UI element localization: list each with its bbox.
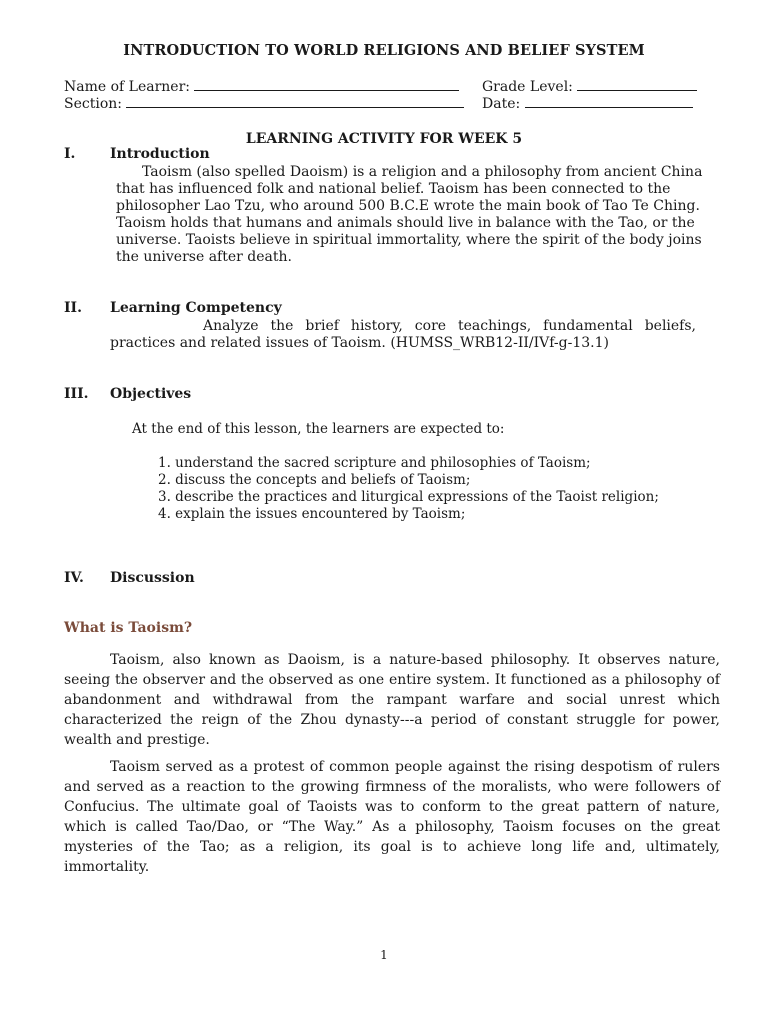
grade-field bbox=[482, 78, 697, 95]
grade-label: Grade Level: bbox=[482, 79, 573, 95]
section-number-intro: I. bbox=[64, 146, 76, 162]
section-title-competency: Learning Competency bbox=[110, 300, 282, 316]
discussion-paragraph: Taoism served as a protest of common people against the rising despotism of rulers and served as a reaction to the growing firmness of the moralists, who were followers of Confucius. The ultimate goal of Taoists was to conform to the great pattern of nature, which is called Tao/Dao, or “The Way.” As a philosophy, Taoism focuses on the great mysteries of the Tao; as a religion, its goal is to achieve long life and, ultimately, immortality. bbox=[64, 759, 720, 875]
objective-item: 3. describe the practices and liturgical expressions of the Taoist religion; bbox=[158, 489, 659, 505]
section-title-discussion: Discussion bbox=[110, 570, 195, 586]
objective-item: 2. discuss the concepts and beliefs of Taoism; bbox=[158, 472, 471, 488]
objective-item: 1. understand the sacred scripture and philosophies of Taoism; bbox=[158, 455, 591, 471]
name-field bbox=[64, 78, 459, 95]
date-label: Date: bbox=[482, 96, 521, 112]
date-field bbox=[482, 95, 693, 112]
section-title-intro: Introduction bbox=[110, 146, 210, 162]
section-line[interactable] bbox=[126, 95, 464, 108]
document-title: INTRODUCTION TO WORLD RELIGIONS AND BELIEF SYSTEM bbox=[123, 42, 645, 59]
objectives-lead: At the end of this lesson, the learners are expected to: bbox=[132, 421, 505, 437]
section-number-objectives: III. bbox=[64, 386, 89, 402]
date-line[interactable] bbox=[525, 95, 693, 108]
grade-line[interactable] bbox=[577, 78, 697, 91]
what-is-taoism-heading: What is Taoism? bbox=[64, 620, 193, 636]
competency-paragraph: Analyze the brief history, core teachings, fundamental beliefs, practices and related issues of Taoism. (HUMSS_WRB12-II/IVf-g-13.1) bbox=[110, 318, 696, 351]
intro-paragraph: Taoism (also spelled Daoism) is a religion and a philosophy from ancient China that has influenced folk and national belief. Taoism has been connected to the philosopher Lao Tzu, who around 500 B.C.E wrote the main book of Tao Te Ching. Taoism holds that humans and animals should live in balance with the Tao, or the universe. Taoists believe in spiritual immortality, where the spirit of the body joins the universe after death. bbox=[116, 164, 703, 265]
page-number: 1 bbox=[380, 948, 388, 962]
name-line[interactable] bbox=[194, 78, 459, 91]
week-title: LEARNING ACTIVITY FOR WEEK 5 bbox=[245, 131, 523, 147]
objective-item: 4. explain the issues encountered by Taoism; bbox=[158, 506, 466, 522]
section-number-discussion: IV. bbox=[64, 570, 84, 586]
section-number-competency: II. bbox=[64, 300, 82, 316]
section-label: Section: bbox=[64, 96, 122, 112]
discussion-paragraph: Taoism, also known as Daoism, is a nature-based philosophy. It observes nature, seeing the observer and the observed as one entire system. It functioned as a philosophy of abandonment and withdrawal from the rampant warfare and social unrest which characterized the reign of the Zhou dynasty---a period of constant struggle for power, wealth and prestige. bbox=[64, 652, 720, 748]
section-field bbox=[64, 95, 464, 112]
name-label: Name of Learner: bbox=[64, 79, 190, 95]
section-title-objectives: Objectives bbox=[110, 386, 192, 402]
